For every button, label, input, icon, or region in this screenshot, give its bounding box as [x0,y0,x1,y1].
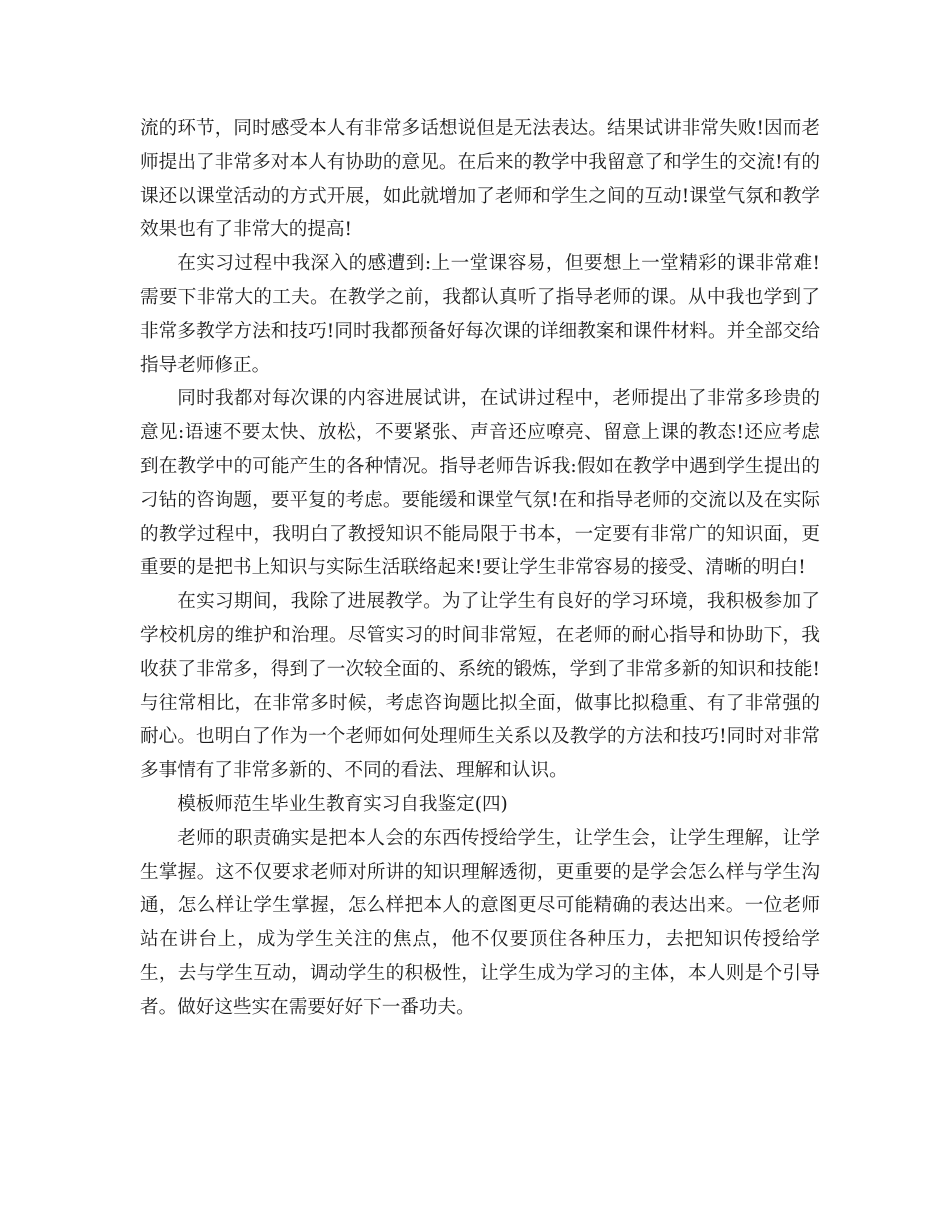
paragraph: 在实习过程中我深入的感遭到:上一堂课容易，但要想上一堂精彩的课非常难!需要下非常大的工夫。在教学之前，我都认真听了指导老师的课。从中我也学到了非常多教学方法和技巧!同时我都预备好每次课的详细教案和课件材料。并全部交给指导老师修正。 [140,253,820,376]
paragraph: 同时我都对每次课的内容进展试讲，在试讲过程中，老师提出了非常多珍贵的意见:语速不要太快、放松，不要紧张、声音还应嘹亮、留意上课的教态!还应考虑到在教学中的可能产生的各种情况。指导老师告诉我:假如在教学中遇到学生提出的刁钻的咨询题，要平复的考虑。要能缓和课堂气氛!在和指导老师的交流以及在实际的教学过程中，我明白了教授知识不能局限于书本，一定要有非常广的知识面，更重要的是把书上知识与实际生活联络起来!要让学生非常容易的接受、清晰的明白! [140,388,820,579]
paragraph-continued: 流的环节，同时感受本人有非常多话想说但是无法表达。结果试讲非常失败!因而老师提出了非常多对本人有协助的意见。在后来的教学中我留意了和学生的交流!有的课还以课堂活动的方式开展，如此就增加了老师和学生之间的互动!课堂气氛和教学效果也有了非常大的提高! [140,118,820,241]
section-heading: 模板师范生毕业生教育实习自我鉴定(四) [177,793,508,815]
paragraph: 老师的职责确实是把本人会的东西传授给学生，让学生会，让学生理解，让学生掌握。这不仅要求老师对所讲的知识理解透彻，更重要的是学会怎么样与学生沟通，怎么样让学生掌握，怎么样把本人的意图更尽可能精确的表达出来。一位老师站在讲台上，成为学生关注的焦点，他不仅要顶住各种压力，去把知识传授给学生，去与学生互动，调动学生的积极性，让学生成为学习的主体，本人则是个引导者。做好这些实在需要好好下一番功夫。 [140,827,820,1018]
paragraph: 在实习期间，我除了进展教学。为了让学生有良好的学习环境，我积极参加了学校机房的维护和治理。尽管实习的时间非常短，在老师的耐心指导和协助下，我收获了非常多，得到了一次较全面的、系统的锻炼，学到了非常多新的知识和技能!与往常相比，在非常多时候，考虑咨询题比拟全面，做事比拟稳重、有了非常强的耐心。也明白了作为一个老师如何处理师生关系以及教学的方法和技巧!同时对非常多事情有了非常多新的、不同的看法、理解和认识。 [140,591,820,782]
document-body [140,112,820,1025]
